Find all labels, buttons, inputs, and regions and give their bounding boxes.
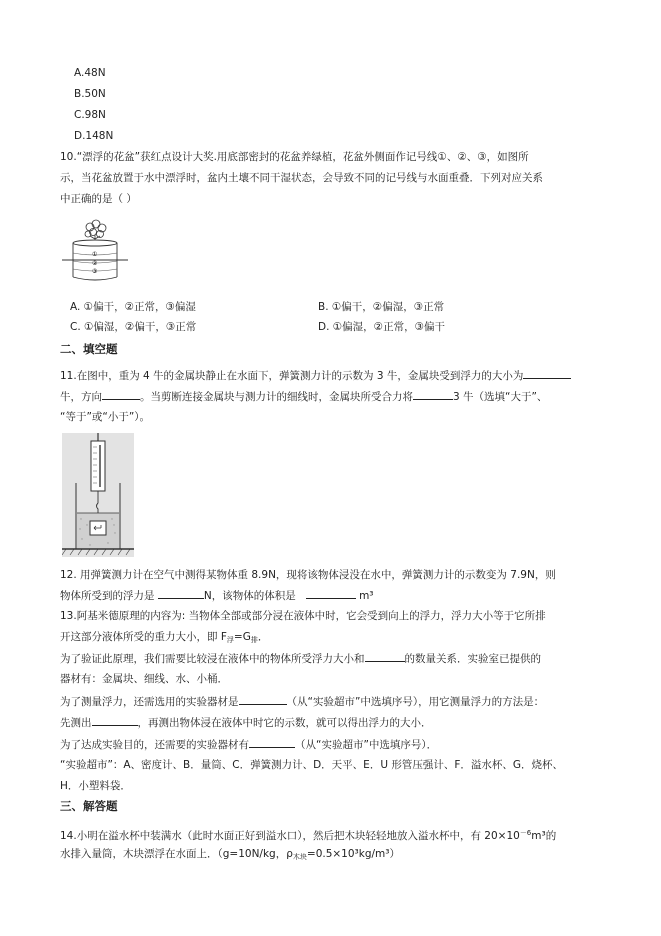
plant-icon — [85, 220, 106, 243]
q13-text-7b: （从“实验超市”中选填序号）． — [295, 739, 438, 751]
q10-option-c: C. ①偏湿，②偏干，③正常 — [70, 321, 197, 333]
q13-blank-2 — [239, 694, 287, 705]
q11-text-2c: 3 牛（选填“大于”、 — [453, 391, 548, 403]
q14-line2 — [60, 847, 400, 864]
q9-option-b: B.50N — [74, 88, 106, 100]
q10-text-line1: 10.“漂浮的花盆”获红点设计大奖.用底部密封的花盆养绿植，花盆外侧面作记号线①、②、③，如图所 — [60, 151, 529, 163]
q13-line8: “实验超市”：A、密度计、B．量筒、C．弹簧测力计、D．天平、E．U 形管压强计、F．溢水杯、G．烧杯、 — [60, 759, 564, 771]
q11-blank-3 — [413, 389, 453, 400]
q10-text-line3: 中正确的是（ ） — [60, 193, 137, 205]
q14-text-1a: 14.小明在溢水杯中装满水（此时水面正好到溢水口），然后把木块轻轻地放入溢水杯中，有 20×10 — [60, 830, 520, 842]
q12-blank-2 — [306, 588, 356, 599]
q13-blank-4 — [249, 737, 295, 748]
q14-text-1b: m³的 — [531, 830, 557, 842]
mark-1: ① — [92, 251, 98, 258]
q13-text-2c: ． — [257, 631, 269, 643]
q12-text-2c: m³ — [359, 590, 374, 602]
q13-line5 — [60, 694, 544, 709]
q13-line2 — [60, 630, 268, 647]
q13-text-2b: =G — [233, 631, 251, 643]
q9-option-c: C.98N — [74, 109, 106, 121]
q13-text-2a: 开这部分液体所受的重力大小，即 F — [60, 631, 227, 643]
q10-option-d: D. ①偏湿，②正常，③偏干 — [318, 321, 445, 333]
section-heading-answer: 三、解答题 — [60, 799, 118, 813]
q11-line1 — [60, 368, 571, 383]
q11-blank-1 — [523, 368, 571, 379]
q11-blank-2 — [102, 389, 140, 400]
q13-line1: 13.阿基米德原理的内容为: 当物体全部或部分浸在液体中时，它会受到向上的浮力，浮力大小等于它所排 — [60, 610, 546, 622]
q13-line7 — [60, 737, 437, 752]
q12-line2 — [60, 588, 374, 603]
q14-line1 — [60, 826, 556, 843]
q13-text-3a: 为了验证此原理，我们需要比较浸在液体中的物体所受浮力大小和 — [60, 653, 365, 665]
q12-line1: 12. 用弹簧测力计在空气中测得某物体重 8.9N，现将该物体浸没在水中，弹簧测力计的示数变为 7.9N，则 — [60, 569, 556, 581]
q14-text-2a: 水排入量筒，木块漂浮在水面上．（g=10N/kg，ρ — [60, 848, 293, 860]
q13-blank-3 — [92, 715, 138, 726]
q9-option-a: A.48N — [74, 67, 106, 79]
q13-text-7a: 为了达成实验目的，还需要的实验器材有 — [60, 739, 249, 751]
mark-2: ② — [92, 260, 98, 267]
q13-blank-1 — [365, 651, 405, 662]
q11-line2 — [60, 389, 547, 404]
q13-text-5b: （从“实验超市”中选填序号），用它测量浮力的方法是： — [286, 696, 545, 708]
flowerpot-figure — [60, 215, 130, 287]
q10-option-b: B. ①偏干，②偏湿，③正常 — [318, 301, 445, 313]
q12-text-2a: 物体所受到的浮力是 — [60, 590, 155, 602]
q14-sub: 木块 — [292, 853, 307, 861]
q13-line4: 器材有：金属块、细线、水、小桶． — [60, 673, 228, 685]
q13-sub-1: 浮 — [226, 636, 234, 644]
q14-sup: －6 — [519, 829, 532, 837]
q14-text-2b: =0.5×10³kg/m³） — [306, 848, 400, 860]
q12-blank-1 — [158, 588, 204, 599]
q11-text-2b: 。当剪断连接金属块与测力计的细线时，金属块所受合力将 — [140, 391, 413, 403]
q11-text-1: 11.在图中，重为 4 牛的金属块静止在水面下，弹簧测力计的示数为 3 牛，金属块受到浮力的大小为 — [60, 370, 524, 382]
q13-line6 — [60, 715, 432, 730]
q12-text-2b: N，该物体的体积是 — [203, 590, 296, 602]
q13-sub-2: 排 — [250, 636, 258, 644]
q13-text-6b: ，再测出物体浸在液体中时它的示数，就可以得出浮力的大小． — [137, 717, 432, 729]
section-heading-fill-in: 二、填空题 — [60, 342, 118, 356]
q10-text-line2: 示，当花盆放置于水中漂浮时，盆内土壤不同干湿状态，会导致不同的记号线与水面重叠．下列对应关系 — [60, 172, 543, 184]
q11-text-2a: 牛，方向 — [60, 391, 102, 403]
q13-line3 — [60, 651, 541, 666]
q10-option-a: A. ①偏干，②正常，③偏湿 — [70, 301, 196, 313]
q11-line3: “等于”或“小于”）。 — [60, 411, 151, 423]
q13-text-5a: 为了测量浮力，还需选用的实验器材是 — [60, 696, 239, 708]
q13-text-6a: 先测出 — [60, 717, 92, 729]
q9-option-d: D.148N — [74, 130, 114, 142]
spring-scale-figure — [62, 433, 134, 557]
mark-3: ③ — [92, 268, 98, 275]
q13-text-3b: 的数量关系．实验室已提供的 — [404, 653, 541, 665]
q13-line9: H．小塑料袋． — [60, 780, 131, 792]
